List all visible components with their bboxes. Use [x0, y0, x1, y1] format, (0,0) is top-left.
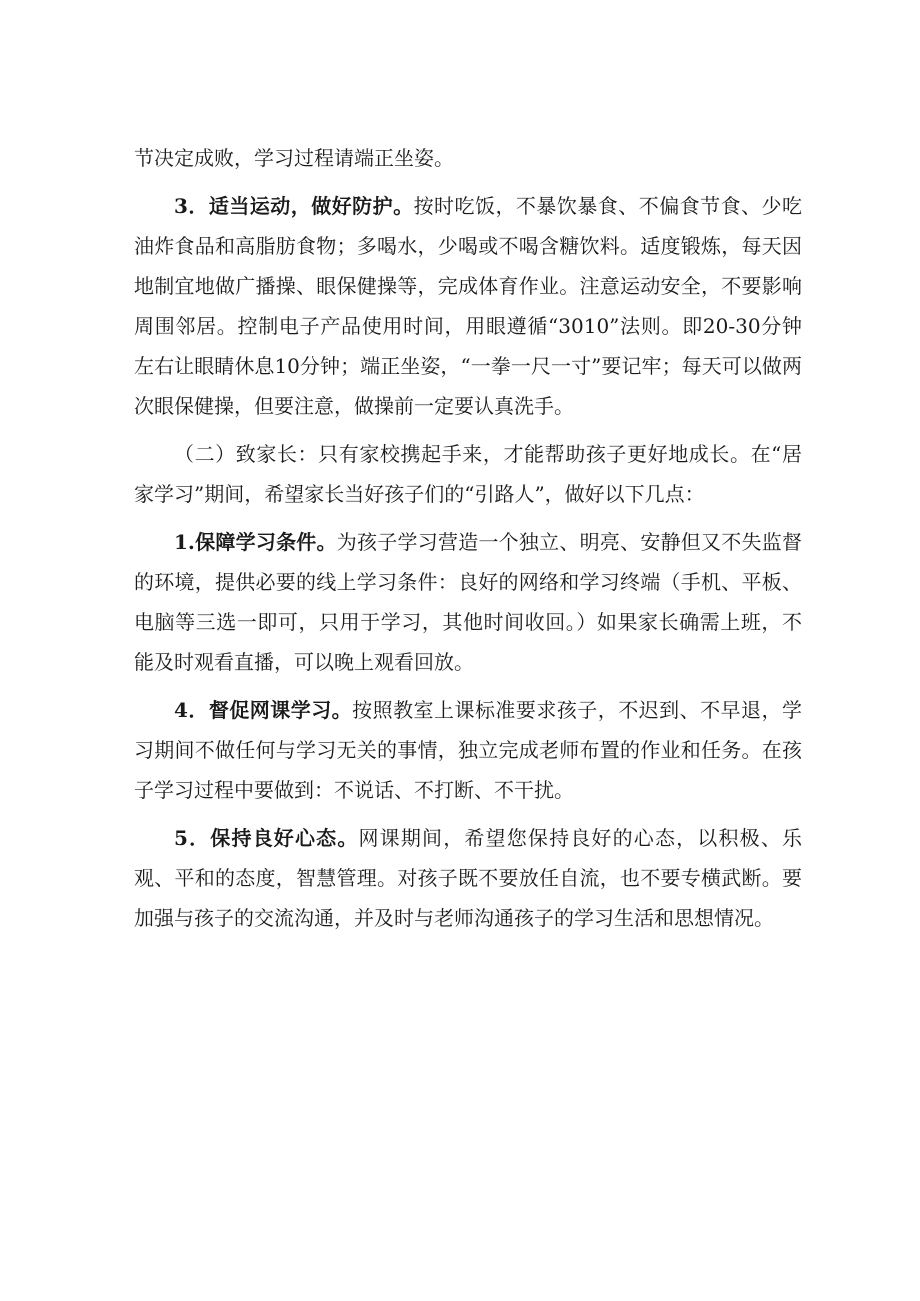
- paragraph-4: [134, 522, 802, 682]
- paragraph-6: [134, 818, 802, 938]
- paragraph-3: [134, 434, 802, 514]
- document-body: [134, 138, 802, 946]
- paragraph-1-body: 节决定成败，学习过程请端正坐姿。: [134, 146, 454, 170]
- paragraph-6-body: 网课期间，希望您保持良好的心态，以积极、乐观、平和的态度，智慧管理。对孩子既不要放任自流，也不要专横武断。要加强与孩子的交流沟通，并及时与老师沟通孩子的学习生活和思想情况。: [134, 826, 803, 930]
- paragraph-5-body: 按照教室上课标准要求孩子，不迟到、不早退，学习期间不做任何与学习无关的事情，独立完成老师布置的作业和任务。在孩子学习过程中要做到：不说话、不打断、不干扰。: [134, 698, 802, 802]
- paragraph-5: [134, 690, 802, 810]
- paragraph-2-body: 按时吃饭，不暴饮暴食、不偏食节食、少吃油炸食品和高脂肪食物；多喝水，少喝或不喝含糖饮料。适度锻炼，每天因地制宜地做广播操、眼保健操等，完成体育作业。注意运动安全，不要影响周围邻居。控制电子产品使用时间，用眼遵循“3010”法则。即20-30分钟左右让眼睛休息10分钟；端正坐姿，“一拳一尺一寸”要记牢；每天可以做两次眼保健操，但要注意，做操前一定要认真洗手。: [134, 194, 803, 418]
- paragraph-2: [134, 186, 802, 426]
- paragraph-1: [134, 138, 802, 178]
- paragraph-3-body: （二）致家长：只有家校携起手来，才能帮助孩子更好地成长。在“居家学习”期间，希望家长当好孩子们的“引路人”，做好以下几点：: [134, 442, 802, 506]
- paragraph-6-heading: 5．保持良好心态。: [174, 826, 359, 850]
- paragraph-5-heading: 4．督促网课学习。: [174, 698, 353, 722]
- paragraph-2-heading: 3．适当运动，做好防护。: [174, 194, 414, 218]
- paragraph-4-heading: 1.保障学习条件。: [174, 530, 337, 554]
- paragraph-4-body: 为孩子学习营造一个独立、明亮、安静但又不失监督的环境，提供必要的线上学习条件：良好的网络和学习终端（手机、平板、电脑等三选一即可，只用于学习，其他时间收回。）如果家长确需上班，不能及时观看直播，可以晚上观看回放。: [134, 530, 802, 674]
